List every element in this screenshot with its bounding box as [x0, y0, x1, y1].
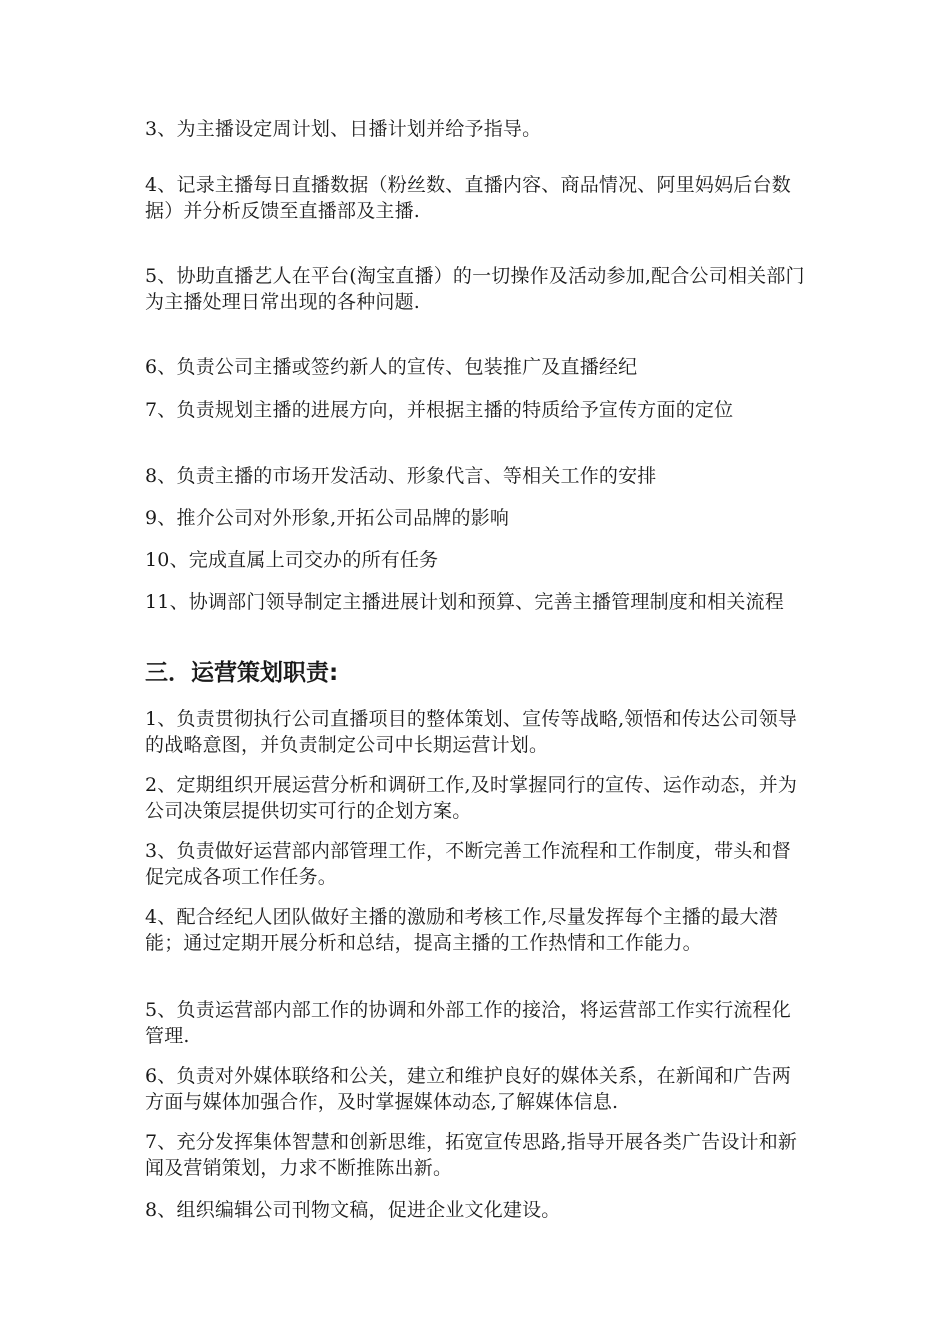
operations-item-5: 5、负责运营部内部工作的协调和外部工作的接洽，将运营部工作实行流程化管理.	[145, 999, 791, 1047]
operations-item-1: 1、负责贯彻执行公司直播项目的整体策划、宣传等战略,领悟和传达公司领导的战略意图，并负责制定公司中长期运营计划。	[145, 708, 798, 756]
duty-item-10: 10、完成直属上司交办的所有任务	[145, 549, 439, 571]
duty-item-6: 6、负责公司主播或签约新人的宣传、包装推广及直播经纪	[145, 356, 638, 378]
operations-item-8: 8、组织编辑公司刊物文稿，促进企业文化建设。	[145, 1199, 561, 1221]
section-heading-operations: 三．运营策划职责:	[145, 660, 339, 686]
duty-item-5: 5、协助直播艺人在平台(淘宝直播）的一切操作及活动参加,配合公司相关部门为主播处理日常出现的各种问题.	[145, 265, 805, 313]
operations-item-2: 2、定期组织开展运营分析和调研工作,及时掌握同行的宣传、运作动态，并为公司决策层提供切实可行的企划方案。	[145, 774, 798, 822]
duty-item-8: 8、负责主播的市场开发活动、形象代言、等相关工作的安排	[145, 465, 657, 487]
duty-item-7: 7、负责规划主播的进展方向，并根据主播的特质给予宣传方面的定位	[145, 399, 734, 421]
operations-item-6: 6、负责对外媒体联络和公关，建立和维护良好的媒体关系，在新闻和广告两方面与媒体加强合作，及时掌握媒体动态,了解媒体信息.	[145, 1065, 791, 1113]
operations-item-3: 3、负责做好运营部内部管理工作，不断完善工作流程和工作制度，带头和督促完成各项工作任务。	[145, 840, 791, 888]
operations-item-4: 4、配合经纪人团队做好主播的激励和考核工作,尽量发挥每个主播的最大潜能；通过定期开展分析和总结，提高主播的工作热情和工作能力。	[145, 906, 778, 954]
duty-item-11: 11、协调部门领导制定主播进展计划和预算、完善主播管理制度和相关流程	[145, 591, 784, 613]
operations-item-7: 7、充分发挥集体智慧和创新思维，拓宽宣传思路,指导开展各类广告设计和新闻及营销策划，力求不断推陈出新。	[145, 1131, 798, 1179]
duty-item-4: 4、记录主播每日直播数据（粉丝数、直播内容、商品情况、阿里妈妈后台数据）并分析反馈至直播部及主播.	[145, 174, 791, 222]
duty-item-3: 3、为主播设定周计划、日播计划并给予指导。	[145, 118, 542, 140]
duty-item-9: 9、推介公司对外形象,开拓公司品牌的影响	[145, 507, 510, 529]
